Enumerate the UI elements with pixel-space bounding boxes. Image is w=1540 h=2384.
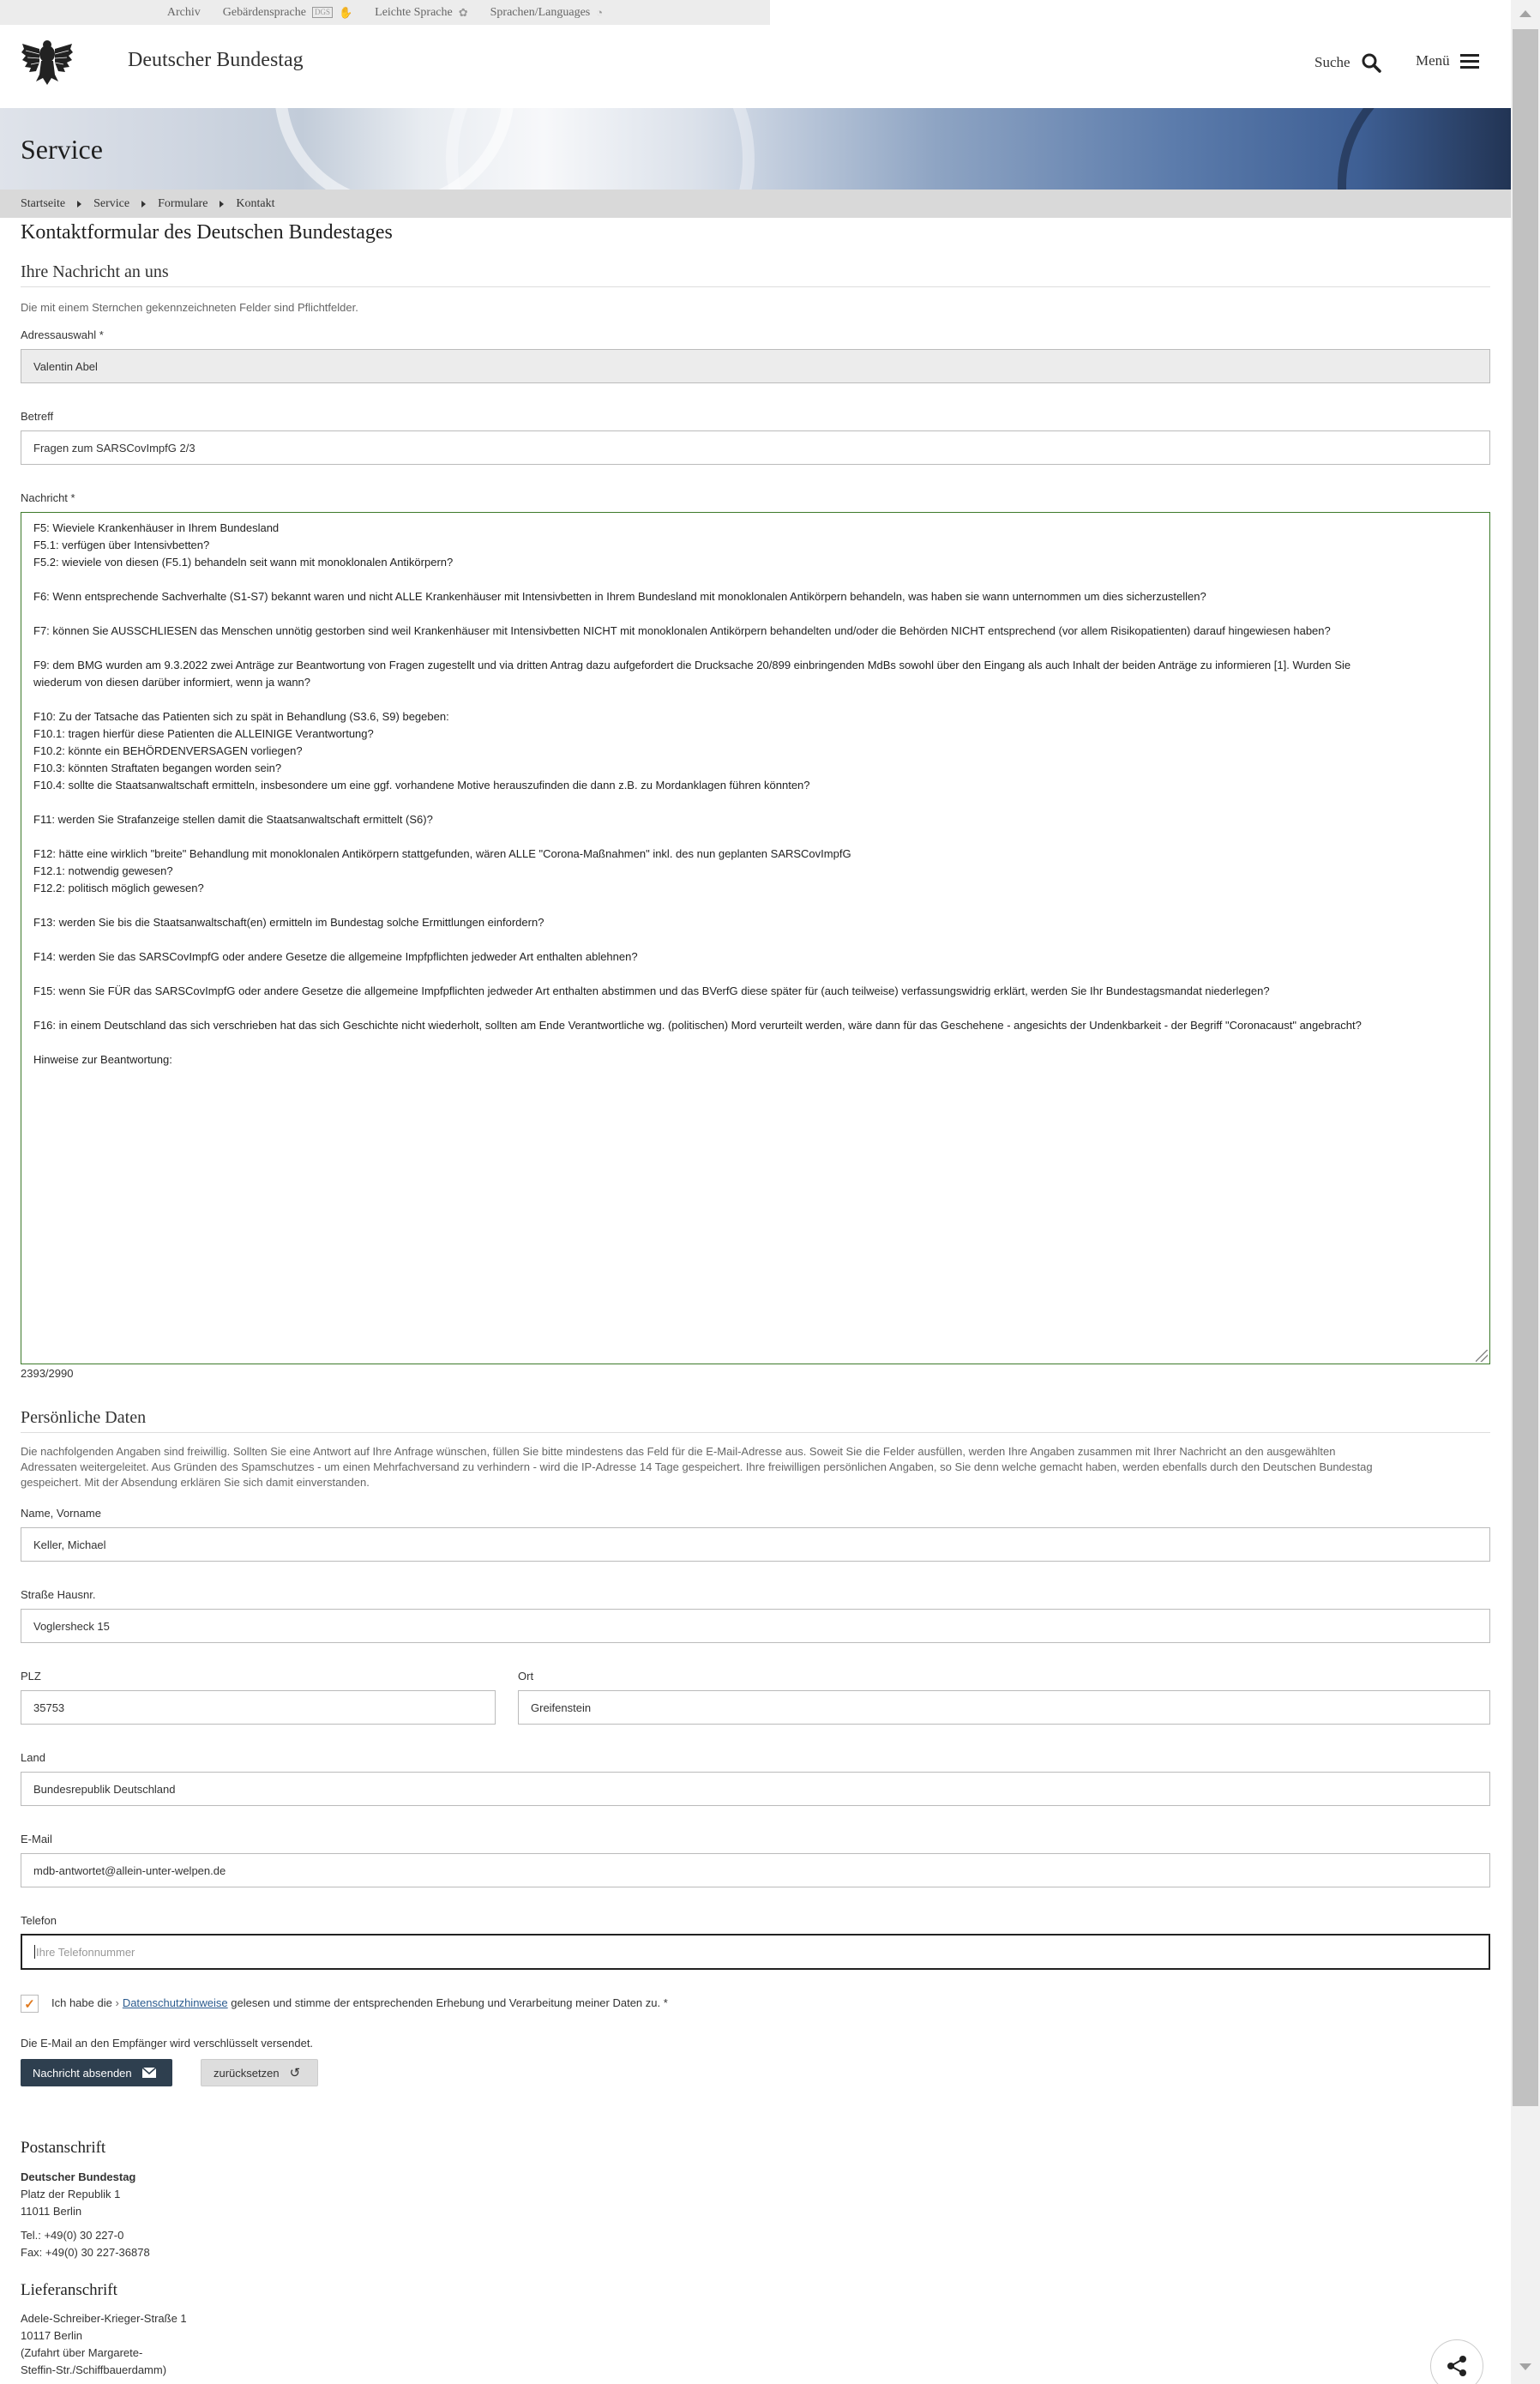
checkmark-icon: ✓ (24, 1996, 35, 2012)
postal-city: 11011 Berlin (21, 2205, 82, 2218)
message-line: F9: dem BMG wurden am 9.3.2022 zwei Anträge zur Beantwortung von Fragen zugestellt und via dritten Antrag dazu aufgefordert die Drucksache 20/899 einbringenden MdBs sowohl über den Eingang als auch Inhalt der beiden Anträge zu informieren [1]. Wurden Sie (33, 659, 1351, 671)
message-line: F5.2: wieviele von diesen (F5.1) behandeln seit wann mit monoklonalen Antikörpern? (33, 556, 454, 569)
personal-intro (21, 1444, 1490, 1490)
message-line: wiederum von diesen darüber informiert, wenn ja wann? (33, 676, 311, 689)
zip-value: 35753 (33, 1701, 65, 1714)
message-line: F15: wenn Sie FÜR das SARSCovImpfG oder andere Gesetze die allgemeine Impfpflichten jedweder Art enthalten abstimmen und das BVerfG diese später für (auch teilweise) verfassungswidrig erklärt, werden Sie Ihr Bundestagsmandat niederlegen? (33, 984, 1270, 997)
fax-number: Fax: +49(0) 30 227-36878 (21, 2246, 150, 2259)
zip-label: PLZ (21, 1670, 41, 1683)
menu-label: Menü (1416, 52, 1450, 69)
consent-suffix: gelesen und stimme der entsprechenden Erhebung und Verarbeitung meiner Daten zu. * (231, 1996, 668, 2009)
phone-placeholder: Ihre Telefonnummer (36, 1945, 135, 1959)
message-line: F11: werden Sie Strafanzeige stellen damit die Staatsanwaltschaft ermittelt (S6)? (33, 813, 433, 826)
hamburger-icon (1460, 52, 1479, 69)
site-header (0, 25, 1511, 108)
util-archiv-link[interactable] (167, 6, 201, 20)
message-line (33, 1034, 1477, 1051)
required-hint: Die mit einem Sternchen gekennzeichneten Felder sind Pflichtfelder. (21, 301, 358, 314)
message-line: F16: in einem Deutschland das sich verschrieben hat das sich Geschichte nicht wiederholt, sollten am Ende Verantwortliche wg. (politischen) Mord verurteilt werden, wäre dann für das Geschehene - angesichts der Undenkbarkeit - der Begriff "Coronacaust" angebracht? (33, 1019, 1362, 1032)
privacy-policy-link[interactable]: Datenschutzhinweise (122, 1996, 228, 2009)
message-line (33, 828, 1477, 846)
address-label: Adressauswahl * (21, 328, 104, 341)
scroll-down-icon[interactable] (1519, 2363, 1531, 2370)
delivery-street: Adele-Schreiber-Krieger-Straße 1 (21, 2312, 187, 2325)
message-line (33, 794, 1477, 811)
phone-number: Tel.: +49(0) 30 227-0 (21, 2229, 124, 2242)
bundestag-eagle-logo[interactable] (21, 37, 74, 87)
address-select[interactable] (21, 349, 1490, 383)
message-line (33, 640, 1477, 657)
message-line: F5.1: verfügen über Intensivbetten? (33, 539, 210, 551)
country-input[interactable] (21, 1772, 1490, 1806)
delivery-note: (Zufahrt über Margarete- (21, 2346, 143, 2359)
subject-input[interactable] (21, 430, 1490, 465)
name-label: Name, Vorname (21, 1507, 101, 1520)
section-divider (21, 1432, 1490, 1433)
phone-label: Telefon (21, 1914, 57, 1927)
message-line (33, 966, 1477, 983)
banner-decoration (1338, 108, 1511, 190)
search-button[interactable] (1314, 52, 1381, 73)
email-value: mdb-antwortet@allein-unter-welpen.de (33, 1863, 226, 1877)
personal-section-title: Persönliche Daten (21, 1408, 147, 1427)
section-divider (21, 286, 1490, 287)
phone-input[interactable] (21, 1934, 1490, 1970)
email-label: E-Mail (21, 1833, 52, 1845)
reset-button[interactable] (201, 2059, 318, 2086)
breadcrumb-current: Kontakt (236, 196, 275, 210)
postal-name: Deutscher Bundestag (21, 2170, 136, 2183)
street-label: Straße Hausnr. (21, 1588, 96, 1601)
hand-icon: ✋ (338, 5, 353, 19)
personal-intro-line: Die nachfolgenden Angaben sind freiwillig. Sollten Sie eine Antwort auf Ihre Anfrage wünschen, füllen Sie bitte mindestens das Feld für die E-Mail-Adresse aus. Soweit Sie die Felder ausfüllen, werden Ihre Angaben zusammen mit Ihrer Nachricht an den ausgewählten (21, 1445, 1336, 1458)
message-line (33, 1069, 1477, 1086)
encryption-note: Die E-Mail an den Empfänger wird verschlüsselt versendet. (21, 2037, 314, 2050)
util-languages-link[interactable] (490, 6, 603, 20)
search-icon (1361, 52, 1381, 73)
envelope-icon (142, 2068, 156, 2078)
submit-label: Nachricht absenden (33, 2066, 132, 2080)
personal-intro-line: gespeichert. Mit der Absendung erklären Sie sich damit einverstanden. (21, 1476, 370, 1489)
breadcrumb-separator-icon (77, 201, 81, 208)
contact-numbers (21, 2227, 150, 2261)
city-value: Greifenstein (531, 1701, 592, 1714)
reset-label: zurücksetzen (214, 2066, 280, 2080)
message-line: Hinweise zur Beantwortung: (33, 1053, 172, 1066)
page-banner (0, 108, 1511, 190)
util-label: Sprachen/Languages (490, 5, 591, 19)
message-line: F10.4: sollte die Staatsanwaltschaft ermitteln, insbesondere um eine ggf. vorhandene Motive herauszufinden die dann z.B. zu Mordanklagen führen könnten? (33, 779, 810, 792)
message-line: F13: werden Sie bis die Staatsanwaltschaft(en) ermitteln im Bundestag solche Ermittlungen einfordern? (33, 916, 544, 929)
subject-label: Betreff (21, 410, 54, 423)
page-title: Kontaktformular des Deutschen Bundestages (21, 221, 393, 244)
street-input[interactable] (21, 1609, 1490, 1643)
breadcrumb-separator-icon (220, 201, 224, 208)
util-sign-language-link[interactable] (223, 6, 352, 20)
util-label: Gebärdensprache (222, 5, 306, 19)
menu-button[interactable] (1416, 52, 1479, 69)
breadcrumb-separator-icon (141, 201, 146, 208)
message-line: F10.2: könnte ein BEHÖRDENVERSAGEN vorliegen? (33, 744, 303, 757)
text-caret (34, 1945, 35, 1959)
share-button[interactable] (1430, 2339, 1483, 2384)
postal-title: Postanschrift (21, 2139, 106, 2157)
message-line: F5: Wieviele Krankenhäuser in Ihrem Bundesland (33, 521, 280, 534)
sign-language-icon: DGS (312, 7, 333, 18)
site-title[interactable]: Deutscher Bundestag (128, 49, 304, 71)
message-label: Nachricht * (21, 491, 75, 504)
delivery-title: Lieferanschrift (21, 2281, 117, 2299)
message-line (33, 931, 1477, 948)
message-line: F7: können Sie AUSSCHLIESEN das Menschen unnötig gestorben sind weil Krankenhäuser mit Intensivbetten NICHT mit monoklonalen Antikörpern behandelten und/oder die Behörden NICHT entsprechend (vor allem Risikopatienten) darauf hingewiesen haben? (33, 624, 1331, 637)
scrollbar-thumb[interactable] (1513, 29, 1538, 2106)
share-icon (1446, 2355, 1468, 2377)
zip-input[interactable] (21, 1690, 496, 1725)
reset-icon: ↺ (289, 2066, 301, 2080)
util-label: Leichte Sprache (375, 5, 453, 19)
scroll-up-icon[interactable] (1519, 10, 1531, 17)
message-line: F6: Wenn entsprechende Sachverhalte (S1-S7) bekannt waren und nicht ALLE Krankenhäuser mit Intensivbetten in Ihrem Bundesland mit monoklonalen Antikörpern behandeln, was haben sie wann unternommen um dies sicherzustellen? (33, 590, 1206, 603)
submit-button[interactable] (21, 2059, 172, 2086)
message-line: F12.2: politisch möglich gewesen? (33, 882, 204, 894)
banner-title: Service (21, 134, 103, 165)
message-line: F10.1: tragen hierfür diese Patienten die ALLEINIGE Verantwortung? (33, 727, 374, 740)
message-section-title: Ihre Nachricht an uns (21, 262, 169, 281)
subject-value: Fragen zum SARSCovImpfG 2/3 (33, 441, 196, 455)
util-label: Archiv (166, 5, 201, 19)
consent-prefix: Ich habe die (51, 1996, 112, 2009)
message-line (33, 1000, 1477, 1017)
message-line (33, 897, 1477, 914)
breadcrumb-startseite[interactable]: Startseite (21, 196, 66, 210)
search-label: Suche (1314, 54, 1351, 70)
message-line (33, 691, 1477, 708)
chevron-right-icon: › (115, 1996, 119, 2009)
banner-decoration (446, 108, 755, 190)
message-textarea[interactable] (21, 512, 1490, 1364)
message-line: F12.1: notwendig gewesen? (33, 864, 173, 877)
message-line: F10: Zu der Tatsache das Patienten sich zu spät in Behandlung (S3.6, S9) begeben: (33, 710, 449, 723)
country-label: Land (21, 1751, 45, 1764)
email-input[interactable] (21, 1853, 1490, 1887)
util-easy-language-link[interactable] (375, 6, 467, 20)
message-line: F12: hätte eine wirklich "breite" Behandlung mit monoklonalen Antikörpern stattgefunden, wären ALLE "Corona-Maßnahmen" inkl. des nun geplanten SARSCovImpfG (33, 847, 851, 860)
street-value: Voglersheck 15 (33, 1619, 110, 1633)
message-line: F10.3: könnten Straftaten begangen worden sein? (33, 762, 282, 774)
delivery-city: 10117 Berlin (21, 2329, 83, 2342)
utility-nav (0, 0, 770, 25)
postal-address (21, 2169, 135, 2220)
delivery-note: Steffin-Str./Schiffbauerdamm) (21, 2363, 167, 2376)
easy-language-icon: ✿ (458, 5, 468, 19)
address-value: Valentin Abel (33, 359, 98, 373)
message-line: F14: werden Sie das SARSCovImpfG oder andere Gesetze die allgemeine Impfpflichten jedweder Art enthalten ablehnen? (33, 950, 638, 963)
city-input[interactable] (518, 1690, 1490, 1725)
name-value: Keller, Michael (33, 1538, 106, 1551)
char-counter: 2393/2990 (21, 1367, 74, 1380)
breadcrumb (0, 190, 1511, 218)
privacy-consent-text (51, 1996, 668, 2009)
country-value: Bundesrepublik Deutschland (33, 1782, 176, 1796)
resize-handle-icon[interactable] (1476, 1350, 1488, 1362)
page-scrollbar[interactable] (1511, 0, 1540, 2384)
globe-icon: ◔ (596, 5, 604, 19)
message-line (33, 571, 1477, 588)
delivery-address (21, 2310, 187, 2379)
message-line (33, 605, 1477, 623)
personal-intro-line: Adressaten weitergeleitet. Aus Gründen des Spamschutzes - um einen Mehrfachversand zu verhindern - wird die IP-Adresse 14 Tage gespeichert. Ihre freiwilligen persönlichen Angaben, so Sie denn welche gemacht haben, werden ebenfalls durch den Deutschen Bundestag (21, 1460, 1373, 1473)
breadcrumb-formulare[interactable]: Formulare (158, 196, 208, 210)
name-input[interactable] (21, 1527, 1490, 1562)
city-label: Ort (518, 1670, 534, 1683)
postal-street: Platz der Republik 1 (21, 2188, 121, 2200)
privacy-consent-checkbox[interactable] (21, 1995, 39, 2013)
breadcrumb-service[interactable]: Service (93, 196, 130, 210)
